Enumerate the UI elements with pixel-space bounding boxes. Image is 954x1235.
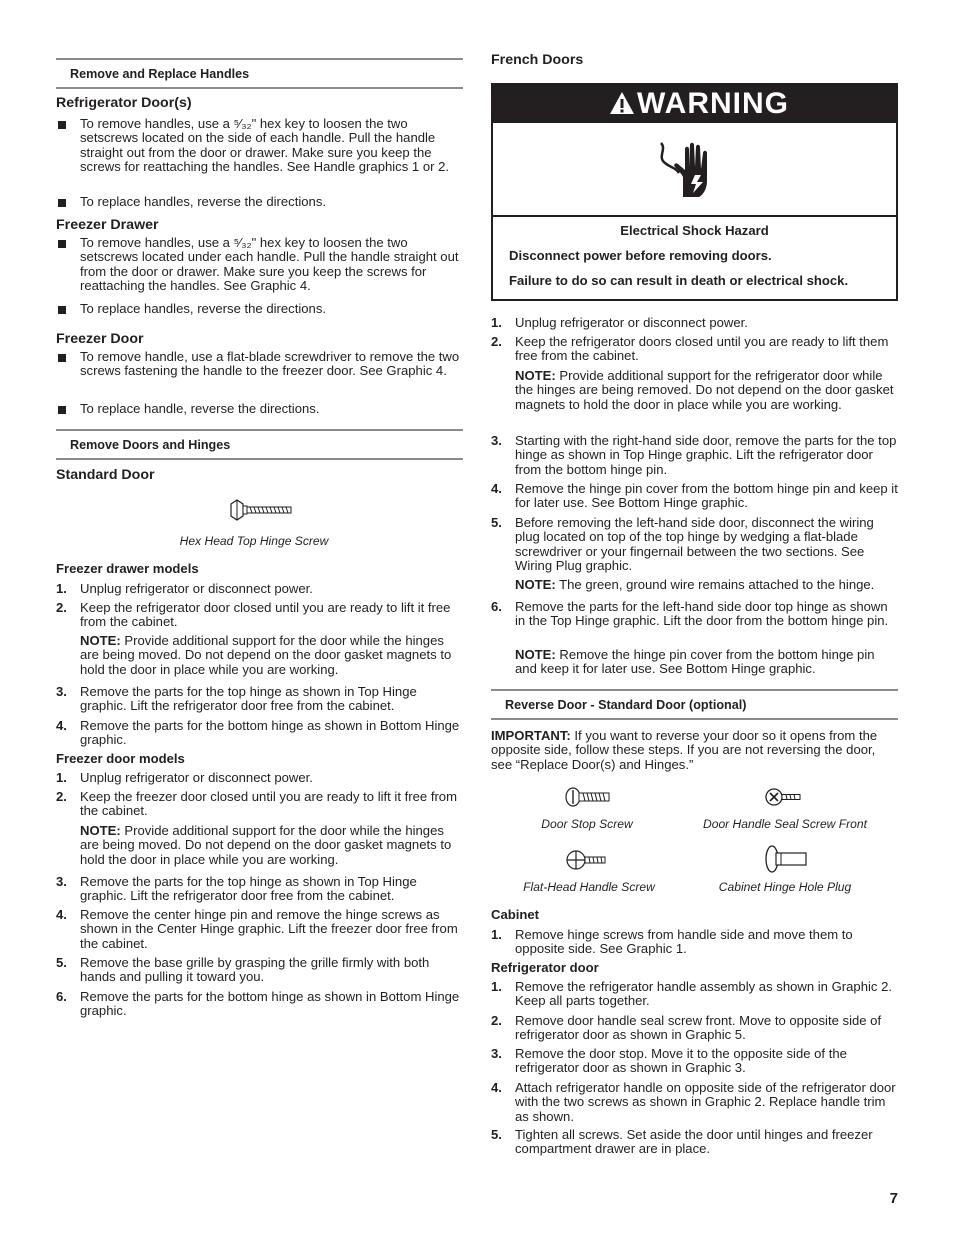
freezer-drawer-heading: Freezer Drawer — [56, 217, 159, 233]
electrical-shock-hand-icon — [653, 137, 727, 203]
refrigerator-door-heading: Refrigerator door — [491, 960, 599, 975]
note-text: NOTE: Provide additional support for the refrigerator door while the hinges are being removed. Do not depend on the door gasket magnets to hold the door in place while you are working. — [515, 368, 894, 412]
french-doors-heading: French Doors — [491, 52, 584, 68]
note-text: NOTE: Provide additional support for the door while the hinges are being moved. Do not depend on the door gasket magnets to hold the door in place while you are working. — [80, 823, 452, 867]
freezer-drawer-models-heading: Freezer drawer models — [56, 561, 199, 576]
page-number: 7 — [889, 1190, 898, 1207]
warning-graphic-area — [493, 123, 896, 217]
note-text: NOTE: The green, ground wire remains attached to the hinge. — [515, 577, 875, 592]
warning-title: WARNING — [637, 87, 789, 120]
freezer-door-heading: Freezer Door — [56, 331, 144, 347]
hex-screw-caption: Hex Head Top Hinge Screw — [179, 534, 329, 548]
warning-triangle-icon — [609, 91, 635, 115]
hazard-title: Electrical Shock Hazard — [620, 223, 769, 238]
flat-head-screw-icon — [566, 847, 608, 873]
warning-header — [493, 85, 896, 123]
warning-box — [491, 83, 898, 301]
fridge-doors-heading: Refrigerator Door(s) — [56, 95, 192, 111]
cabinet-heading: Cabinet — [491, 907, 540, 922]
standard-door-heading: Standard Door — [56, 467, 155, 483]
hinge-hole-plug-icon — [763, 844, 809, 874]
important-paragraph: IMPORTANT: If you want to reverse your door so it opens from the opposite side, follow these steps. If you are not reversing the door, see “Replace Door(s) and Hinges.” — [491, 728, 878, 772]
bullet-square-icon — [58, 240, 66, 248]
disconnect-text: Disconnect power before removing doors. — [509, 248, 772, 263]
door-stop-caption: Door Stop Screw — [541, 817, 633, 831]
door-stop-screw-icon — [563, 786, 613, 808]
flat-head-caption: Flat-Head Handle Screw — [523, 880, 655, 894]
bullet-square-icon — [58, 306, 66, 314]
seal-screw-caption: Door Handle Seal Screw Front — [702, 817, 867, 831]
hex-head-screw-icon — [228, 498, 294, 522]
note-text: NOTE: Provide additional support for the door while the hinges are being moved. Do not depend on the door gasket magnets to hold the door in place while you are working. — [80, 633, 452, 677]
bullet-square-icon — [58, 354, 66, 362]
failure-text: Failure to do so can result in death or electrical shock. — [509, 273, 849, 288]
hinge-plug-caption: Cabinet Hinge Hole Plug — [718, 880, 852, 894]
bullet-square-icon — [58, 406, 66, 414]
note-text: NOTE: Remove the hinge pin cover from the bottom hinge pin and keep it for later use. See Bottom Hinge graphic. — [515, 647, 875, 677]
section-header-reverse-door: Reverse Door - Standard Door (optional) — [491, 689, 898, 720]
seal-screw-icon — [764, 786, 804, 808]
freezer-door-models-heading: Freezer door models — [56, 751, 185, 766]
section-header-handles: Remove and Replace Handles — [56, 58, 463, 89]
section-header-doors-hinges: Remove Doors and Hinges — [56, 429, 463, 460]
bullet-square-icon — [58, 199, 66, 207]
bullet-square-icon — [58, 121, 66, 129]
